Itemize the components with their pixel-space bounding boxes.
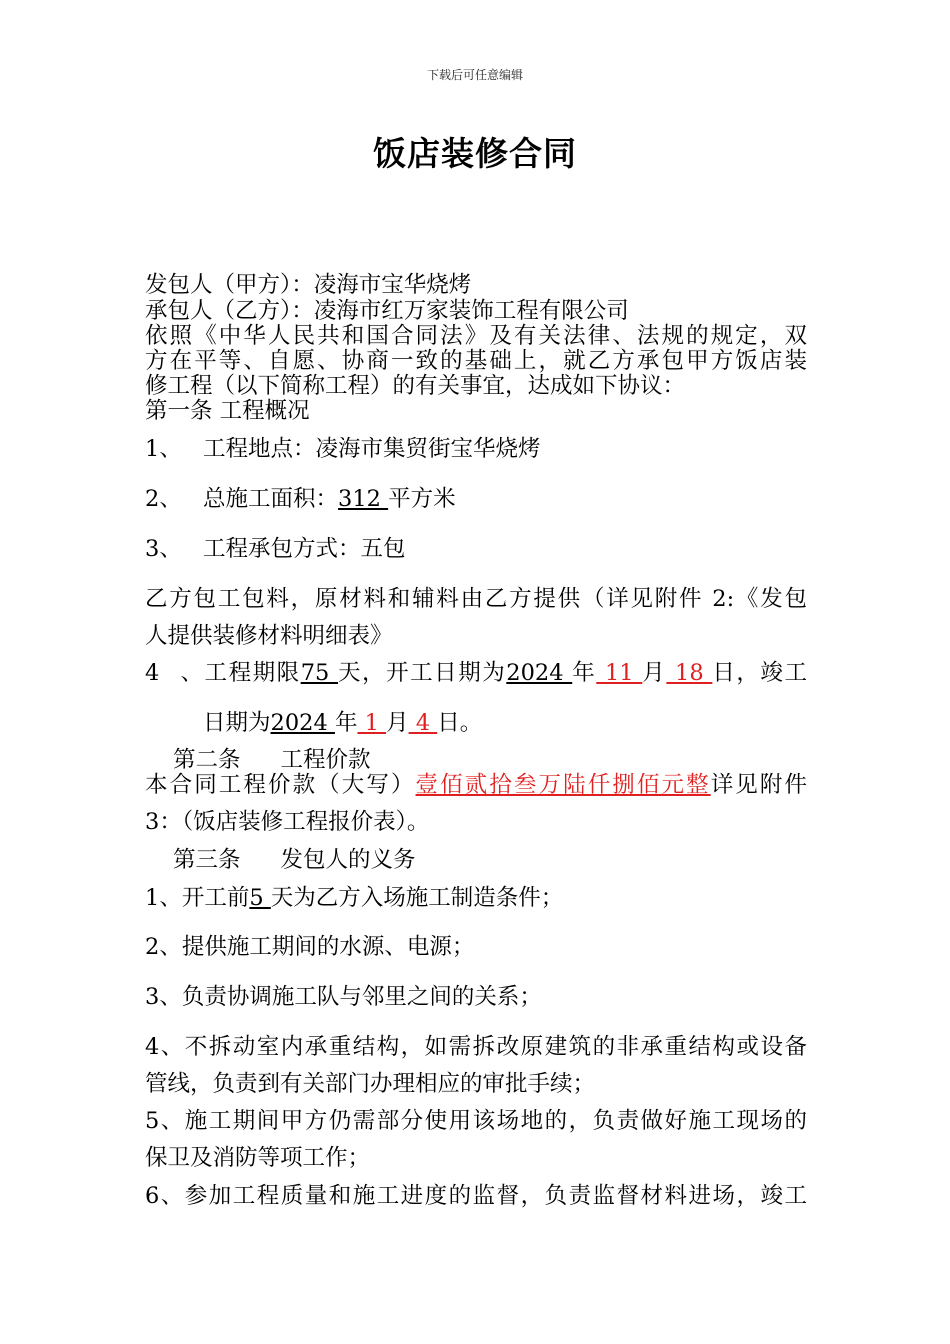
term-days: 75 (300, 660, 339, 686)
item-text: 工程地点：凌海市集贸街宝华烧烤 (203, 436, 541, 462)
item-number: 3、 (145, 536, 182, 562)
article-1-heading: 第一条 工程概况 (145, 398, 310, 424)
header-note: 下载后可任意编辑 (426, 68, 523, 82)
document-title: 饭店装修合同 (373, 134, 577, 173)
duty-2: 2、提供施工期间的水源、电源； (145, 934, 475, 960)
party-b: 承包人（乙方）：凌海市红万家装饰工程有限公司 (145, 298, 629, 324)
price-line-1 (145, 772, 807, 798)
year-char: 年 (572, 660, 597, 686)
article-title: 工程价款 (280, 747, 371, 773)
duty-3: 3、负责协调施工队与邻里之间的关系； (145, 984, 542, 1010)
day-final: 日。 (437, 710, 483, 736)
duty-5-line-2: 保卫及消防等项工作； (145, 1145, 371, 1171)
contract-mode-line-1: 乙方包工包料，原材料和辅料由乙方提供（详见附件 2:《发包 (145, 586, 807, 612)
term-text: 天，开工日期为 (338, 660, 507, 686)
item-number: 4、 (145, 660, 203, 686)
article-2-heading (173, 747, 835, 773)
start-year: 2024 (506, 660, 573, 686)
article-3-heading (173, 847, 835, 873)
party-a: 发包人（甲方）：凌海市宝华烧烤 (145, 272, 472, 298)
duty-4-line-1: 4、不拆动室内承重结构，如需拆改原建筑的非承重结构或设备 (145, 1034, 807, 1060)
article-number: 第三条 (173, 847, 241, 873)
price-value: 壹佰贰拾叁万陆仟捌佰元整 (415, 772, 711, 798)
item-number: 1、 (145, 436, 182, 462)
contract-mode-line-2: 人提供装修材料明细表》 (145, 623, 393, 649)
area-value: 312 (338, 486, 389, 512)
item-number: 2、 (145, 486, 182, 512)
article-1-item-3 (145, 536, 807, 562)
article-1-item-4 (145, 660, 807, 686)
start-month: 11 (596, 660, 643, 686)
article-number: 第二条 (173, 747, 241, 773)
end-year: 2024 (270, 710, 335, 736)
month-char: 月 (642, 660, 667, 686)
preamble-line-1: 依照《中华人民共和国合同法》及有关法律、法规的规定，双 (145, 323, 807, 349)
duty-text: 天为乙方入场施工制造条件； (270, 885, 564, 911)
end-day: 4 (408, 710, 438, 736)
price-label: 本合同工程价款（大写） (145, 772, 416, 798)
term-label: 工程期限 (203, 660, 301, 686)
duty-1 (145, 885, 807, 911)
year-char: 年 (334, 710, 358, 736)
area-unit: 平方米 (388, 486, 456, 512)
month-char: 月 (386, 710, 409, 736)
article-1-item-2 (145, 486, 807, 512)
start-day: 18 (666, 660, 713, 686)
duty-text: 1、开工前 (145, 885, 250, 911)
item-text: 工程承包方式：五包 (203, 536, 406, 562)
preamble-line-2: 方在平等、自愿、协商一致的基础上，就乙方承包甲方饭店装 (145, 348, 807, 374)
end-label: 日期为 (203, 710, 271, 736)
article-1-item-1 (145, 436, 807, 462)
preamble-line-3: 修工程（以下简称工程）的有关事宜，达成如下协议： (145, 373, 686, 399)
day-text: 日，竣工 (712, 660, 807, 686)
duty-5-line-1: 5、施工期间甲方仍需部分使用该场地的，负责做好施工现场的 (145, 1108, 807, 1134)
article-1-item-4-line-2 (203, 710, 803, 736)
price-line-2: 3：（饭店装修工程报价表）。 (145, 809, 430, 835)
price-note: 详见附件 (710, 772, 807, 798)
end-month: 1 (357, 710, 387, 736)
article-title: 发包人的义务 (280, 847, 416, 873)
duty-days: 5 (249, 885, 271, 911)
area-label: 总施工面积： (203, 486, 339, 512)
duty-4-line-2: 管线，负责到有关部门办理相应的审批手续； (145, 1071, 596, 1097)
duty-6-line-1: 6、参加工程质量和施工进度的监督，负责监督材料进场，竣工 (145, 1183, 807, 1209)
